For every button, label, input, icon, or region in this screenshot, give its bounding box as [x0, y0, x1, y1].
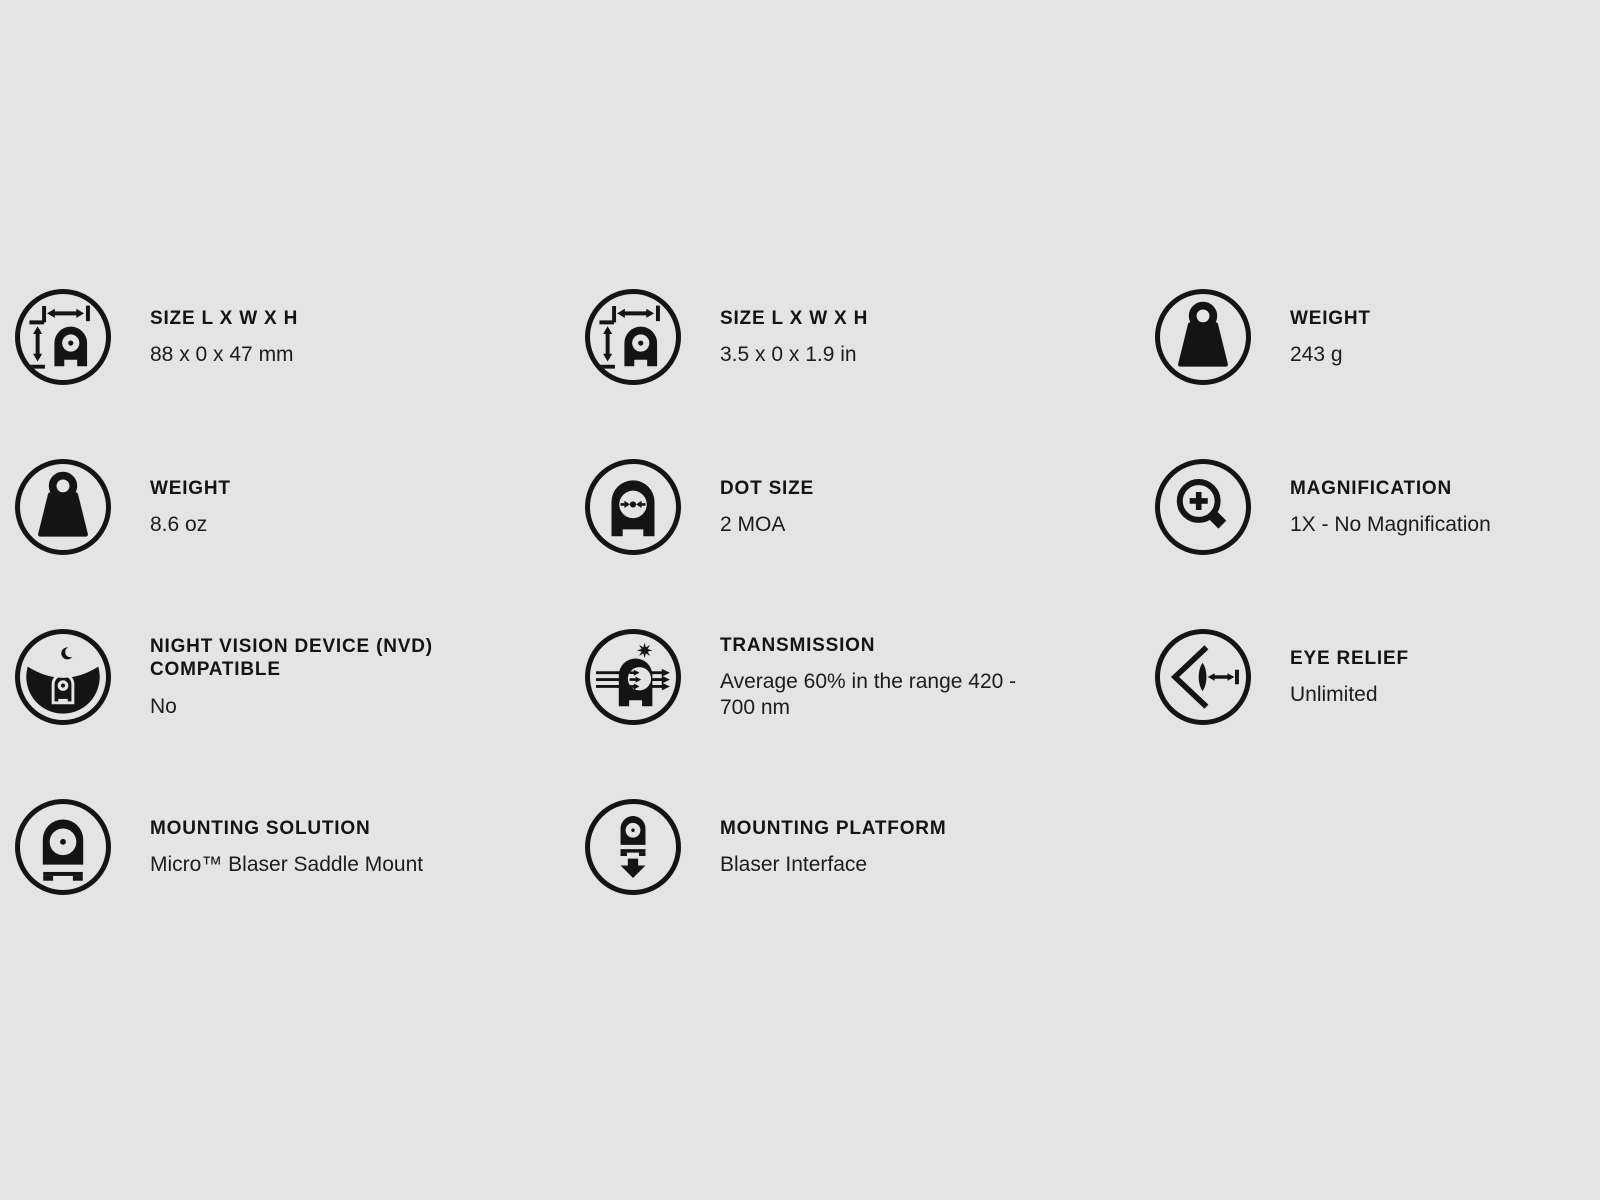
night-vision-icon — [15, 629, 111, 725]
mounting-solution-icon — [15, 799, 111, 895]
spec-item — [15, 629, 585, 725]
spec-item — [585, 799, 1155, 895]
spec-value: Blaser Interface — [720, 852, 868, 876]
spec-label: MAGNIFICATION — [1290, 477, 1453, 499]
spec-value: Unlimited — [1290, 682, 1378, 706]
eye-relief-icon — [1155, 629, 1251, 725]
size-icon — [15, 289, 111, 385]
spec-item — [1155, 459, 1600, 555]
size-icon — [585, 289, 681, 385]
spec-item — [1155, 629, 1600, 725]
spec-item — [15, 289, 585, 385]
spec-label: EYE RELIEF — [1290, 647, 1409, 669]
spec-item — [585, 629, 1155, 725]
mounting-platform-icon — [585, 799, 681, 895]
spec-item — [15, 459, 585, 555]
weight-icon — [15, 459, 111, 555]
spec-grid — [15, 289, 1600, 969]
spec-value: 3.5 x 0 x 1.9 in — [720, 342, 857, 366]
spec-item — [585, 289, 1155, 385]
spec-value: 1X - No Magnification — [1290, 512, 1491, 536]
transmission-icon — [585, 629, 681, 725]
spec-label: SIZE L X W X H — [150, 307, 299, 329]
spec-value: 88 x 0 x 47 mm — [150, 342, 294, 366]
dot-size-icon — [585, 459, 681, 555]
spec-value: No — [150, 694, 177, 718]
spec-value: Average 60% in the range 420 - 700 nm — [720, 670, 1017, 719]
spec-item — [1155, 289, 1600, 385]
spec-value: 2 MOA — [720, 512, 786, 536]
spec-label: WEIGHT — [150, 477, 231, 499]
spec-item — [585, 459, 1155, 555]
spec-value: Micro™ Blaser Saddle Mount — [150, 852, 424, 876]
spec-label: NIGHT VISION DEVICE (NVD) COMPATIBLE — [150, 636, 433, 681]
spec-label: SIZE L X W X H — [720, 307, 869, 329]
spec-label: TRANSMISSION — [720, 635, 876, 657]
spec-value: 243 g — [1290, 342, 1343, 366]
spec-value: 8.6 oz — [150, 512, 208, 536]
weight-icon — [1155, 289, 1251, 385]
spec-label: DOT SIZE — [720, 477, 815, 499]
spec-label: MOUNTING PLATFORM — [720, 817, 947, 839]
spec-label: MOUNTING SOLUTION — [150, 817, 371, 839]
spec-item — [15, 799, 585, 895]
magnification-icon — [1155, 459, 1251, 555]
spec-label: WEIGHT — [1290, 307, 1371, 329]
